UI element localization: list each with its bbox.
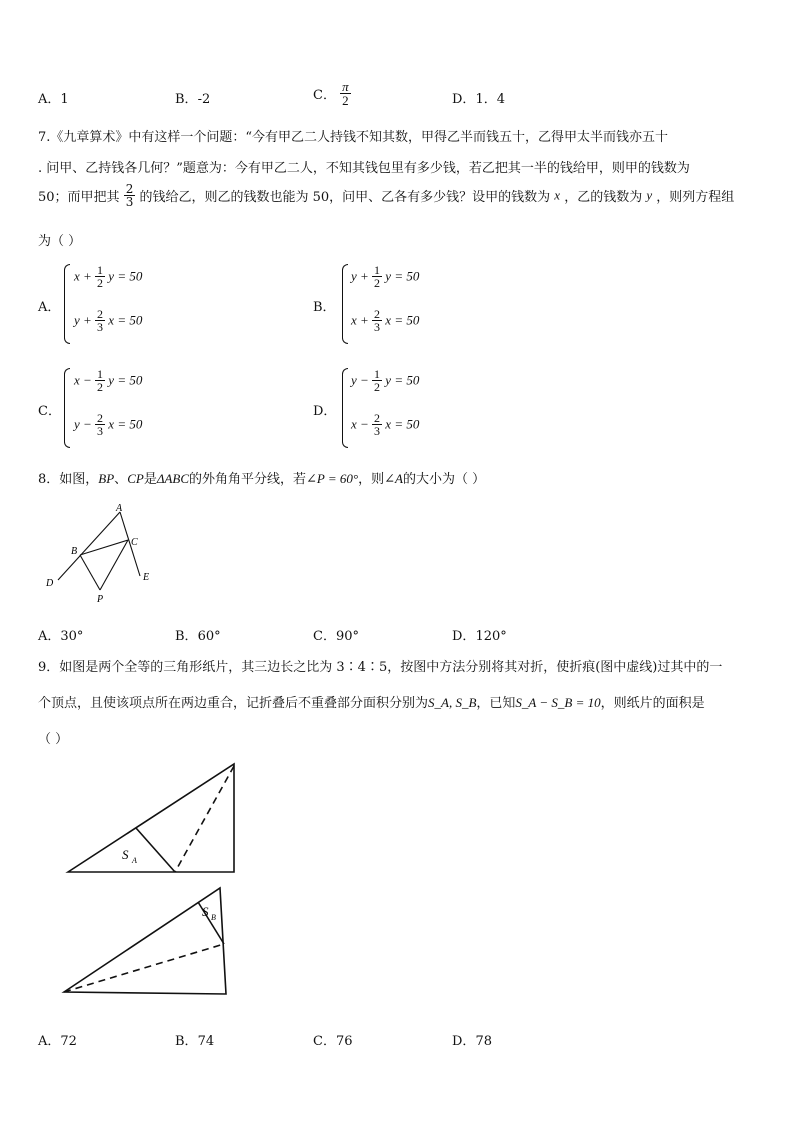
q8-option-b: B．60° (175, 629, 221, 644)
label-sa: S (122, 847, 129, 862)
label-b: B (71, 546, 78, 557)
q7-stem-line4: 为（ ） (38, 234, 82, 249)
q9-stem-line2: 个顶点，且使该项点所在两边重合，记折叠后不重叠部分面积分别为S_A, S_B，已知S_A − S_B = 10，则纸片的面积是 (38, 695, 705, 711)
q8-figure (40, 500, 170, 610)
q8-option-d: D．120° (452, 629, 507, 644)
q7-option-b: B． y + $\frac{1}{2}$ y = 50 x + $\frac{2}{3}$ x = 50 (313, 262, 573, 347)
pi-over-2: $\frac{\pi}{2}$ (342, 79, 349, 108)
q6-option-c: C． $\frac{\pi}{2}$ (313, 79, 349, 108)
q9-option-a: A．72 (38, 1034, 77, 1049)
q9-figure-b (58, 884, 238, 999)
q7-option-c: C． x − $\frac{1}{2}$ y = 50 y − $\frac{2}{3}$ x = 50 (38, 366, 298, 451)
label-d: D (46, 578, 54, 589)
q6-option-b: B．-2 (175, 92, 211, 107)
fold-edge-a (136, 828, 175, 872)
q8-option-c: C．90° (313, 629, 359, 644)
fold-crease-b (64, 944, 224, 992)
label-e: E (143, 572, 150, 583)
q8-option-a: A．30° (38, 629, 84, 644)
q9-option-d: D．78 (452, 1034, 492, 1049)
q9-stem-line3: （ ） (38, 732, 69, 747)
label-sb: S (202, 904, 209, 919)
triangle-a (68, 764, 234, 872)
q6-option-d: D．1．4 (452, 92, 505, 107)
line-b-p (80, 555, 100, 590)
q7-stem-line3: 50；而甲把其 $\frac{2}{3}$ 的钱给乙，则乙的钱数也能为 50，问甲、乙各有多少钱？设甲的钱数为 x ，乙的钱数为 y ，则列方程组 (38, 182, 735, 209)
q9-figure-a (62, 762, 242, 877)
label-sb-sub: B (211, 913, 216, 922)
q7-option-a: A． x + $\frac{1}{2}$ y = 50 y + $\frac{2}{3}$ x = 50 (38, 262, 298, 347)
fold-crease-a (175, 766, 234, 872)
label-p: P (97, 594, 104, 605)
label-c: C (131, 537, 138, 548)
label-sa-sub: A (132, 856, 137, 865)
q9-option-b: B．74 (175, 1034, 215, 1049)
q9-stem-line1: 9．如图是两个全等的三角形纸片，其三边长之比为 3∶4∶5，按图中方法分别将其对折，使折痕(图中虚线)过其中的一 (38, 660, 723, 675)
q7-stem-line1: 7.《九章算术》中有这样一个问题：“今有甲乙二人持钱不知其数，甲得乙半而钱五十，乙得甲太半而钱亦五十 (38, 130, 669, 145)
q6-option-a: A．1 (38, 92, 69, 107)
label-a: A (116, 503, 123, 514)
q8-stem: 8．如图，BP、CP是ΔABC的外角角平分线，若∠P = 60°，则∠A的大小为（ ） (38, 471, 486, 487)
q9-option-c: C．76 (313, 1034, 353, 1049)
q7-stem-line2: . 问甲、乙持钱各几何？”题意为：今有甲乙二人，不知其钱包里有多少钱，若乙把其一半的钱给甲，则甲的钱数为 (38, 161, 690, 176)
q7-option-d: D． y − $\frac{1}{2}$ y = 50 x − $\frac{2}{3}$ x = 50 (313, 366, 573, 451)
